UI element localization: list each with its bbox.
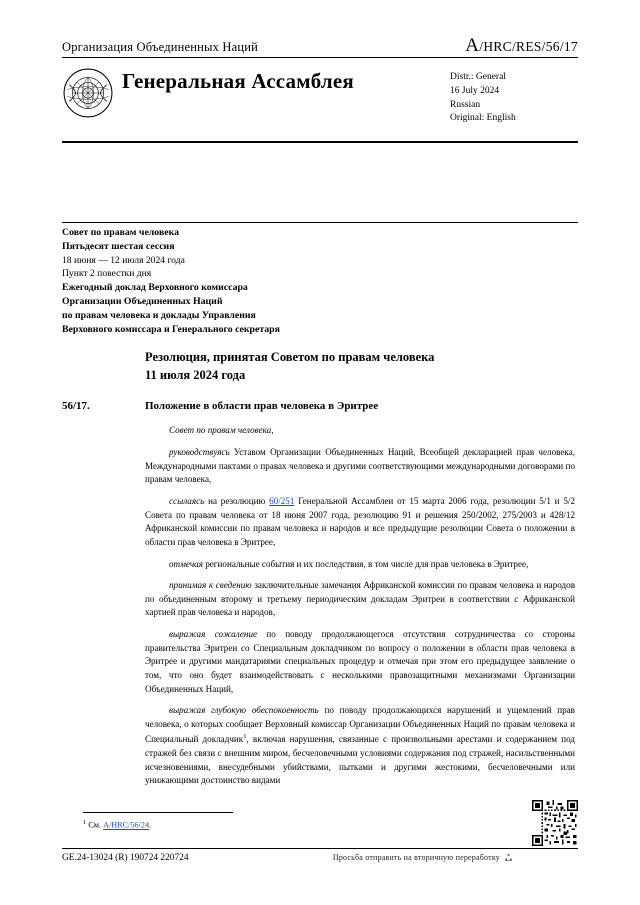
recycle-note — [333, 852, 514, 863]
preamble-lead-6: выражая глубокую обеспокоенность — [169, 705, 319, 716]
page-title: Генеральная Ассамблея — [122, 69, 354, 93]
preamble-lead-5: выражая сожаление — [169, 628, 258, 639]
preamble-text — [145, 424, 575, 796]
preamble-paragraph-4 — [145, 579, 575, 620]
preamble-lead-4: принимая к сведению — [169, 579, 252, 590]
preamble-body-6a: по поводу продолжающихся нарушений и ущемлений прав человека, о которых сообщает Верховный комиссар Организации Объединенных Наций по правам человека и Специальный докладчик — [145, 705, 575, 744]
qr-code — [532, 800, 578, 846]
preamble-body-3: региональные события и их последствия, в том числе для прав человека в Эритрее, — [202, 558, 529, 569]
distribution-original: Original: English — [450, 113, 516, 124]
distribution-block — [450, 71, 578, 126]
resolution-60-251-link[interactable]: 60/251 — [269, 495, 295, 506]
preamble-opening: Совет по правам человека, — [169, 425, 274, 435]
preamble-paragraph-1 — [145, 446, 575, 487]
distribution-language: Russian — [450, 99, 481, 110]
preamble-paragraph-6 — [145, 704, 575, 788]
masthead — [62, 36, 578, 143]
recycle-icon — [503, 852, 514, 863]
footnote-1 — [83, 818, 513, 831]
footnote-document-link[interactable]: A/HRC/56/24 — [103, 820, 150, 830]
document-symbol-prefix: A — [465, 35, 480, 56]
preamble-paragraph-3 — [145, 558, 575, 572]
masthead-main-row — [62, 65, 578, 143]
council-name: Совет по правам человека — [62, 227, 179, 238]
document-symbol — [465, 36, 578, 55]
section-divider — [62, 222, 578, 223]
council-agenda-line-4: Верховного комиссара и Генерального секретаря — [62, 323, 280, 335]
council-block — [62, 226, 578, 337]
preamble-lead-2: ссылаясь — [169, 495, 205, 506]
preamble-lead-3: отмечая — [169, 558, 203, 569]
footnote-prefix: См. — [88, 820, 104, 830]
resolution-heading-line-1: Резолюция, принятая Советом по правам человека — [145, 350, 435, 364]
footnote-marker: 1 — [83, 819, 87, 826]
resolution-title: Положение в области прав человека в Эритрее — [145, 400, 379, 412]
council-session: Пятьдесят шестая сессия — [62, 240, 175, 252]
council-agenda-line-3: по правам человека и доклады Управления — [62, 309, 256, 321]
preamble-body-2a: на резолюцию — [204, 495, 270, 506]
footnote-suffix: . — [149, 820, 152, 830]
document-code: GE.24-13024 (R) 190724 220724 — [62, 852, 189, 863]
distribution-date: 16 July 2024 — [450, 85, 500, 96]
preamble-paragraph-5 — [145, 628, 575, 697]
masthead-top-row — [62, 36, 578, 58]
preamble-body-1: Уставом Организации Объединенных Наций, Всеобщей декларацией прав человека, Международными пактами о правах человека и другими соответствующими международными договорами по правам человека, — [145, 446, 575, 485]
preamble-body-4: заключительные замечания Африканской комиссии по правам человека и народов по объединенным второму и третьему периодическим докладам Эритреи в соответствии с Африканской хартией прав человека и народов, — [145, 579, 576, 618]
preamble-body-6b: , включая нарушения, связанные с произвольными арестами и содержанием под стражей без связи с внешним миром, бесчеловечными условиями содержания под стражей, насильственными исчезновениями, внесудебными убийствами, пытками и другими жестокими, бесчеловечными или унижающими достоинство видами — [145, 733, 575, 786]
organization-name: Организация Объединенных Наций — [62, 40, 259, 54]
resolution-heading — [145, 348, 575, 384]
council-agenda-line-2: Организации Объединенных Наций — [62, 295, 223, 307]
council-agenda-line-1: Ежегодный доклад Верховного комиссара — [62, 282, 248, 294]
recycle-note-text: Просьба отправить на вторичную переработку — [332, 853, 500, 862]
resolution-number: 56/17. — [62, 400, 90, 412]
council-dates: 18 июня — 12 июля 2024 года — [62, 254, 185, 266]
un-emblem-icon — [62, 67, 114, 119]
footer-divider — [62, 848, 578, 849]
footnote-divider — [83, 812, 233, 813]
preamble-body-5: по поводу продолжающегося отсутствия сотрудничества со стороны правительства Эритреи со Специальным докладчиком по вопросу о положении в области прав человека в Эритрее и другими мандатариями специальных процедур и отмечая при этом его предыдущее заявление о том, что оно будет взаимодействовать с несколькими правозащитными механизмами Организации Объединенных Наций, — [145, 628, 575, 694]
document-symbol-rest: /HRC/RES/56/17 — [479, 39, 578, 54]
preamble-paragraph-2 — [145, 495, 575, 550]
resolution-heading-line-2: 11 июля 2024 года — [145, 368, 246, 383]
page-footer — [62, 852, 578, 863]
council-agenda-item: Пункт 2 повестки дня — [62, 268, 152, 280]
footnote-reference-1[interactable]: 1 — [243, 732, 247, 740]
preamble-lead-1: руководствуясь — [169, 446, 230, 457]
distribution-type: Distr.: General — [450, 72, 506, 82]
preamble-body-2b: Генеральной Ассамблеи от 15 марта 2006 года, резолюции 5/1 и 5/2 Совета по правам человека от 18 июня 2007 года, резолюцию 91 и решения 250/2002, 275/2003 и 428/12 Африканской комиссии по правам человека и народов и все предыдущие резолюции Совета о положении в области прав человека в Эритрее, — [145, 495, 575, 548]
